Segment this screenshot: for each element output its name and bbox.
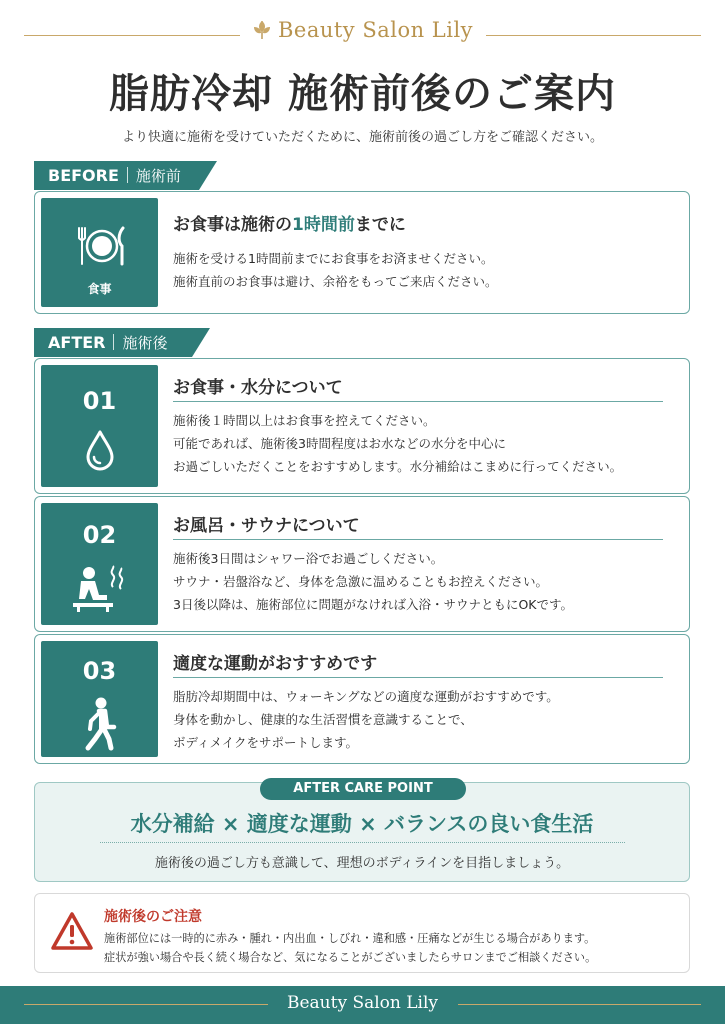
after-03-title: 適度な運動がおすすめです [173, 654, 378, 674]
after-02-line-1: 施術後3日間はシャワー浴でお過ごしください。 [173, 551, 444, 566]
tab-after [34, 328, 192, 357]
tab-after-jp: 施術後 [122, 334, 168, 352]
after-01-line-2: 可能であれば、施術後3時間程度はお水などの水分を中心に [173, 436, 506, 451]
caution-line-2: 症状が強い場合や長く続く場合など、気になることがございましたらサロンまでご相談ください。 [104, 951, 597, 964]
after-02-text [173, 547, 679, 616]
aftercare-main: 水分補給 × 適度な運動 × バランスの良い食生活 [130, 812, 594, 836]
caution-text [104, 929, 596, 967]
after-03-text [173, 685, 679, 754]
footer-brand: Beauty Salon Lily [286, 993, 439, 1013]
before-line-2: 施術直前のお食事は避け、余裕をもってご来店ください。 [173, 274, 498, 289]
caution-line-1: 施術部位には一時的に赤み・腫れ・内出血・しびれ・違和感・圧痛などが生じる場合があります。 [104, 932, 596, 945]
caution-title: 施術後のご注意 [104, 909, 202, 925]
after-02-title: お風呂・サウナについて [173, 516, 360, 536]
water-drop-icon [84, 429, 116, 471]
after-02-line-3: 3日後以降は、施術部位に問題がなければ入浴・サウナともにOKです。 [173, 597, 573, 612]
after-03-line-1: 脂肪冷却期間中は、ウォーキングなどの適度な運動がおすすめです。 [173, 689, 559, 704]
after-01-title: お食事・水分について [173, 378, 343, 398]
after-card-01 [34, 358, 690, 494]
before-icon-label: 食事 [87, 282, 112, 296]
after-card-02 [34, 496, 690, 632]
after-01-icon-panel [41, 365, 158, 487]
after-02-rule [173, 539, 663, 540]
after-01-line-1: 施術後１時間以上はお食事を控えてください。 [173, 413, 436, 428]
warning-triangle-icon [50, 911, 94, 951]
after-03-line-2: 身体を動かし、健康的な生活習慣を意識することで、 [173, 712, 473, 727]
before-meal-card [34, 191, 690, 314]
leaf-logo-icon [252, 18, 272, 45]
after-card-03 [34, 634, 690, 764]
aftercare-badge: AFTER CARE POINT [260, 778, 466, 800]
brand-name: Beauty Salon Lily [277, 18, 474, 42]
tab-before [34, 161, 199, 190]
after-03-line-3: ボディメイクをサポートします。 [173, 735, 359, 750]
after-02-icon-panel [41, 503, 158, 625]
before-line-1: 施術を受ける1時間前までにお食事をお済ませください。 [173, 251, 494, 266]
after-03-icon-panel [41, 641, 158, 757]
tab-before-jp: 施術前 [135, 167, 181, 185]
after-03-rule [173, 677, 663, 678]
after-01-rule [173, 401, 663, 402]
after-01-text [173, 409, 679, 478]
aftercare-sub: 施術後の過ごし方も意識して、理想のボディラインを目指しましょう。 [154, 856, 570, 871]
before-card-text [173, 247, 679, 293]
after-01-line-3: お過ごしいただくことをおすすめします。水分補給はこまめに行ってください。 [173, 459, 623, 474]
walking-person-icon [83, 697, 117, 751]
aftercare-divider [100, 842, 625, 843]
plate-cutlery-icon [74, 224, 130, 268]
page-title: 脂肪冷却 施術前後のご案内 [109, 70, 616, 117]
page-subtitle: より快適に施術を受けていただくために、施術前後の過ごし方をご確認ください。 [121, 130, 603, 145]
before-title-highlight: 1時間前 [292, 215, 355, 235]
sauna-person-icon [71, 565, 131, 613]
after-02-number: 02 [82, 521, 117, 549]
after-02-line-2: サウナ・岩盤浴など、身体を急激に温めることもお控えください。 [173, 574, 549, 589]
before-card-title: お食事は施術の1時間前までに [173, 215, 406, 235]
after-03-number: 03 [82, 657, 117, 685]
before-icon-panel [41, 198, 158, 307]
brand-logo [0, 18, 725, 45]
tab-before-en: BEFORE [48, 166, 119, 185]
tab-after-en: AFTER [48, 333, 106, 352]
after-01-number: 01 [82, 387, 117, 415]
